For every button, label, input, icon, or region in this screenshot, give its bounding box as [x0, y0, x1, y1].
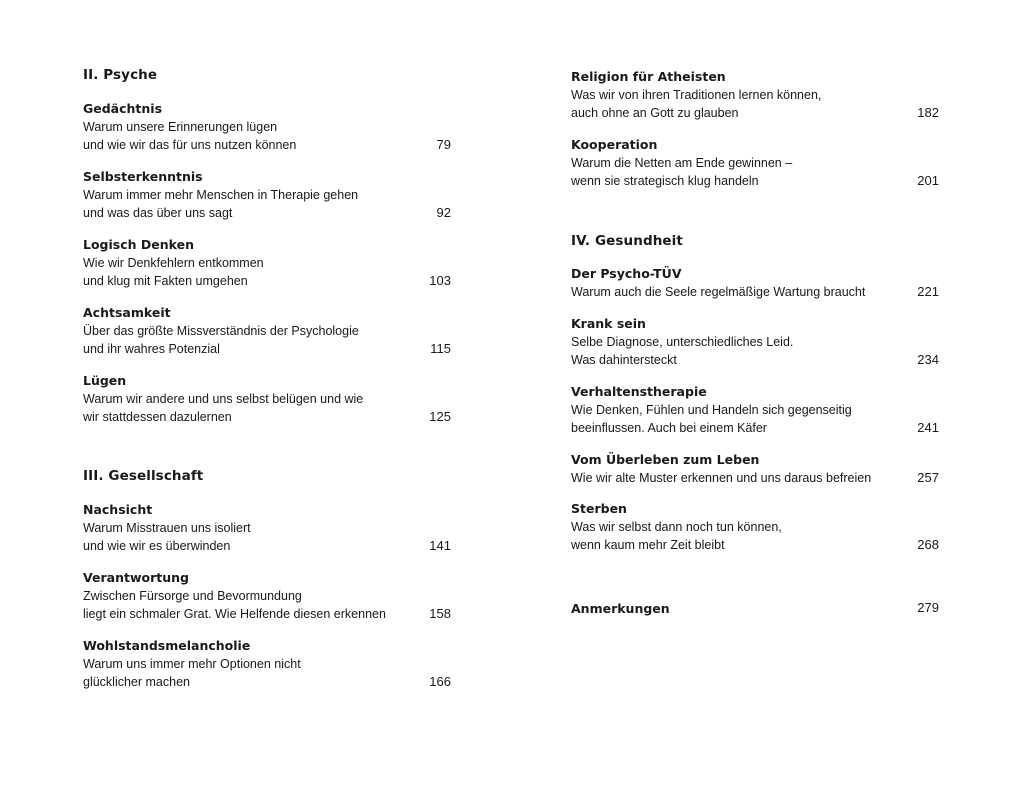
section-title-gesundheit[interactable]: IV. Gesundheit [571, 233, 683, 249]
toc-entry[interactable] [571, 499, 939, 554]
entry-subtitle: und was das über uns sagt [83, 206, 233, 220]
entry-subtitle: Warum uns immer mehr Optionen nicht [83, 657, 301, 671]
entry-title: Wohlstandsmelancholie [83, 638, 251, 653]
entry-title: Krank sein [571, 316, 646, 331]
entry-title: Sterben [571, 501, 627, 516]
section-title-gesellschaft[interactable]: III. Gesellschaft [83, 468, 204, 484]
page-number: 79 [436, 137, 451, 152]
entry-subtitle: wir stattdessen dazulernen [83, 410, 232, 424]
page-number: 158 [429, 606, 451, 621]
page-number: 268 [917, 537, 939, 552]
entry-subtitle: Über das größte Missverständnis der Psychologie [83, 324, 359, 338]
toc-entry[interactable] [83, 371, 451, 426]
toc-entry[interactable] [571, 67, 939, 122]
toc-entry[interactable] [83, 99, 451, 154]
entry-subtitle: und klug mit Fakten umgehen [83, 274, 248, 288]
page-number: 234 [917, 352, 939, 367]
entry-subtitle: Was dahintersteckt [571, 353, 677, 367]
entry-subtitle: Wie wir alte Muster erkennen und uns daraus befreien [571, 471, 872, 485]
page-number: 201 [917, 173, 939, 188]
page-number: 103 [429, 273, 451, 288]
section-title-psyche[interactable]: II. Psyche [83, 67, 158, 83]
entry-title: Der Psycho-TÜV [571, 266, 682, 281]
entry-subtitle: Wie wir Denkfehlern entkommen [83, 256, 264, 270]
entry-title: Anmerkungen [571, 601, 670, 616]
entry-subtitle: Selbe Diagnose, unterschiedliches Leid. [571, 335, 794, 349]
page-number: 257 [917, 470, 939, 485]
entry-subtitle: Warum die Netten am Ende gewinnen – [571, 156, 793, 170]
page-number: 182 [917, 105, 939, 120]
page-number: 241 [917, 420, 939, 435]
toc-entry[interactable] [571, 264, 939, 301]
page-number: 92 [436, 205, 451, 220]
page-number: 221 [917, 284, 939, 299]
toc-entry-notes[interactable] [571, 598, 939, 617]
entry-title: Verhaltenstherapie [571, 384, 707, 399]
toc-entry[interactable] [571, 450, 939, 487]
toc-entry[interactable] [571, 382, 939, 437]
entry-subtitle: und wie wir das für uns nutzen können [83, 138, 297, 152]
entry-title: Kooperation [571, 137, 658, 152]
entry-subtitle: glücklicher machen [83, 675, 190, 689]
toc-entry[interactable] [83, 500, 451, 555]
entry-title: Achtsamkeit [83, 305, 171, 320]
entry-subtitle: Was wir von ihren Traditionen lernen können, [571, 88, 822, 102]
entry-subtitle: wenn sie strategisch klug handeln [571, 174, 759, 188]
entry-subtitle: Warum wir andere und uns selbst belügen und wie [83, 392, 364, 406]
entry-subtitle: Warum immer mehr Menschen in Therapie gehen [83, 188, 359, 202]
entry-title: Vom Überleben zum Leben [571, 452, 760, 467]
entry-subtitle: auch ohne an Gott zu glauben [571, 106, 739, 120]
entry-subtitle: beeinflussen. Auch bei einem Käfer [571, 421, 767, 435]
toc-entry[interactable] [571, 314, 939, 369]
entry-title: Selbsterkenntnis [83, 169, 203, 184]
entry-subtitle: und wie wir es überwinden [83, 539, 231, 553]
page-number: 166 [429, 674, 451, 689]
entry-title: Religion für Atheisten [571, 69, 726, 84]
toc-entry[interactable] [83, 303, 451, 358]
entry-subtitle: Was wir selbst dann noch tun können, [571, 520, 782, 534]
entry-subtitle: Warum auch die Seele regelmäßige Wartung braucht [571, 285, 866, 299]
entry-subtitle: Warum Misstrauen uns isoliert [83, 521, 251, 535]
entry-title: Logisch Denken [83, 237, 194, 252]
page-number: 125 [429, 409, 451, 424]
toc-entry[interactable] [83, 167, 451, 222]
entry-subtitle: Wie Denken, Fühlen und Handeln sich gegenseitig [571, 403, 852, 417]
entry-subtitle: liegt ein schmaler Grat. Wie Helfende diesen erkennen [83, 607, 386, 621]
entry-title: Verantwortung [83, 570, 189, 585]
page-number: 141 [429, 538, 451, 553]
entry-title: Gedächtnis [83, 101, 163, 116]
entry-subtitle: wenn kaum mehr Zeit bleibt [571, 538, 725, 552]
entry-subtitle: Warum unsere Erinnerungen lügen [83, 120, 278, 134]
entry-title: Nachsicht [83, 502, 153, 517]
entry-subtitle: und ihr wahres Potenzial [83, 342, 220, 356]
entry-title: Lügen [83, 373, 127, 388]
toc-entry[interactable] [571, 135, 939, 190]
toc-entry[interactable] [83, 235, 451, 290]
entry-subtitle: Zwischen Fürsorge und Bevormundung [83, 589, 302, 603]
page-number: 279 [917, 600, 939, 615]
toc-entry[interactable] [83, 636, 451, 691]
page-number: 115 [430, 341, 451, 356]
toc-entry[interactable] [83, 568, 451, 623]
